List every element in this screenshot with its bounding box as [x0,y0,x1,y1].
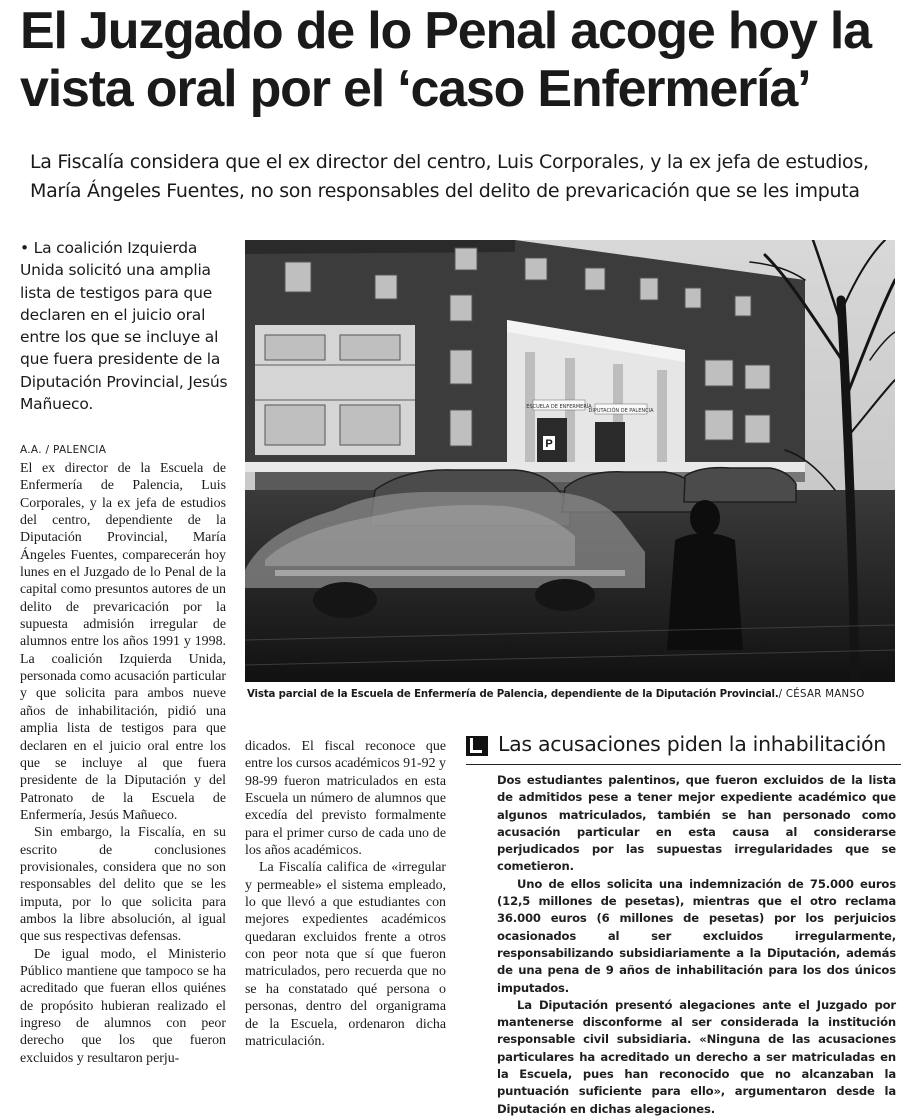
photo-sign-right: DIPUTACIÓN DE PALENCIA [588,408,654,414]
body-paragraph: La Fiscalía califica de «irregular y permeable» el sistema empleado, lo que llevó a que estudiantes con mejores expedientes académicos quedaran excluidos frente a otros con peor nota que sí que fueron matriculados, pero recuerda que no se ha constatado qué persona o personas, dentro del organigrama de la Escuela, ordenaron dicha matriculación. [245,860,446,1049]
body-paragraph: De igual modo, el Ministerio Público mantiene que tampoco se ha acreditado que fueran ellos quiénes de propósito hubieran realizado el ingreso de alumnos con peor derecho que los que fueron excluidos y resultaron perju- [20,946,226,1066]
news-photo [245,240,895,682]
parking-sign: P [545,438,553,450]
sidebar-paragraph: Uno de ellos solicita una indemnización de 75.000 euros (12,5 millones de pesetas), mientras que el otro reclama 36.000 euros (6 millones de pesetas) por los perjuicios ocasionados al ser excluidos irregularmente, responsabilizando subsidiariamente a la Diputación, además de una pena de 9 años de inhabilitación para los dos únicos imputados. [497,876,896,995]
sidebar-body [497,772,896,1118]
subheadline: La Fiscalía considera que el ex director del centro, Luis Corporales, y la ex jefa de estudios, María Ángeles Fuentes, no son responsables del delito de prevaricación que se les imputa [30,151,869,202]
sidebar-paragraph: Dos estudiantes palentinos, que fueron excluidos de la lista de admitidos pese a tener mejor expediente académico que algunos matriculados, también se han personado como acusación particular en esta causa al considerarse perjudicados por las supuestas irregularidades que se cometieron. [497,773,896,874]
photo-sign-left: ESCUELA DE ENFERMERÍA [526,404,592,410]
sidebar-title: Las acusaciones piden la inhabilitación [498,732,886,756]
body-paragraph: Sin embargo, la Fiscalía, en su escrito de conclusiones provisionales, considera que no son responsables del delito que se les imputa, por lo que solicita para ambos la libre absolución, al igual que sus respectivas defensas. [20,825,226,945]
body-paragraph: dicados. El fiscal reconoce que entre los cursos académicos 91-92 y 98-99 fueron matriculados en esta Escuela un número de alumnos que excedía del previsto formalmente para el primer curso de cada uno de los años académicos. [245,739,446,859]
lede-summary: • La coalición Izquierda Unida solicitó una amplia lista de testigos para que declaren en el juicio oral entre los que se incluye al que fuera presidente de la Diputación Provincial, Jesús Mañueco. [20,239,228,414]
photo-caption [247,689,907,700]
caption-text: Vista parcial de la Escuela de Enfermería de Palencia, dependiente de la Diputación Provincial. [247,689,779,700]
photo-credit: / CÉSAR MANSO [778,689,865,700]
byline: A.A. / PALENCIA [20,444,107,456]
body-paragraph: El ex director de la Escuela de Enfermería de Palencia, Luis Corporales, y la ex jefa de estudios del centro, dependiente de la Diputación Provincial, María Ángeles Fuentes, comparecerán hoy lunes en el Juzgado de lo Penal de la capital como presuntos autores de un delito de prevaricación por la supuesta admisión irregular de alumnos entre los años 1991 y 1998. La coalición Izquierda Unida, personada como acusación particular y que solicita para ambos nueve años de inhabilitación, pidió una amplia lista de testigos para que declaren en el juicio oral entre los que se incluye al que fuera presidente de la Diputación y del Patronato de la Escuela de Enfermería, Jesús Mañueco. [20,461,226,823]
body-column-1 [20,460,226,1067]
headline: El Juzgado de lo Penal acoge hoy la vista oral por el ‘caso Enfermería’ [20,2,871,118]
section-marker-icon [466,736,488,756]
sidebar-header [466,734,901,765]
sidebar-paragraph: La Diputación presentó alegaciones ante el Juzgado por mantenerse disconforme al ser considerada la institución responsable civil subsidiaria. «Ninguna de las acusaciones particulares ha acreditado un derecho a ser matriculadas en la Escuela, pues han reconocido que no alcanzaban la puntuación suficiente para ello», argumentaron desde la Diputación en dichas alegaciones. [497,997,896,1116]
body-column-2 [245,738,446,1050]
building-photo-illustration [245,240,895,682]
